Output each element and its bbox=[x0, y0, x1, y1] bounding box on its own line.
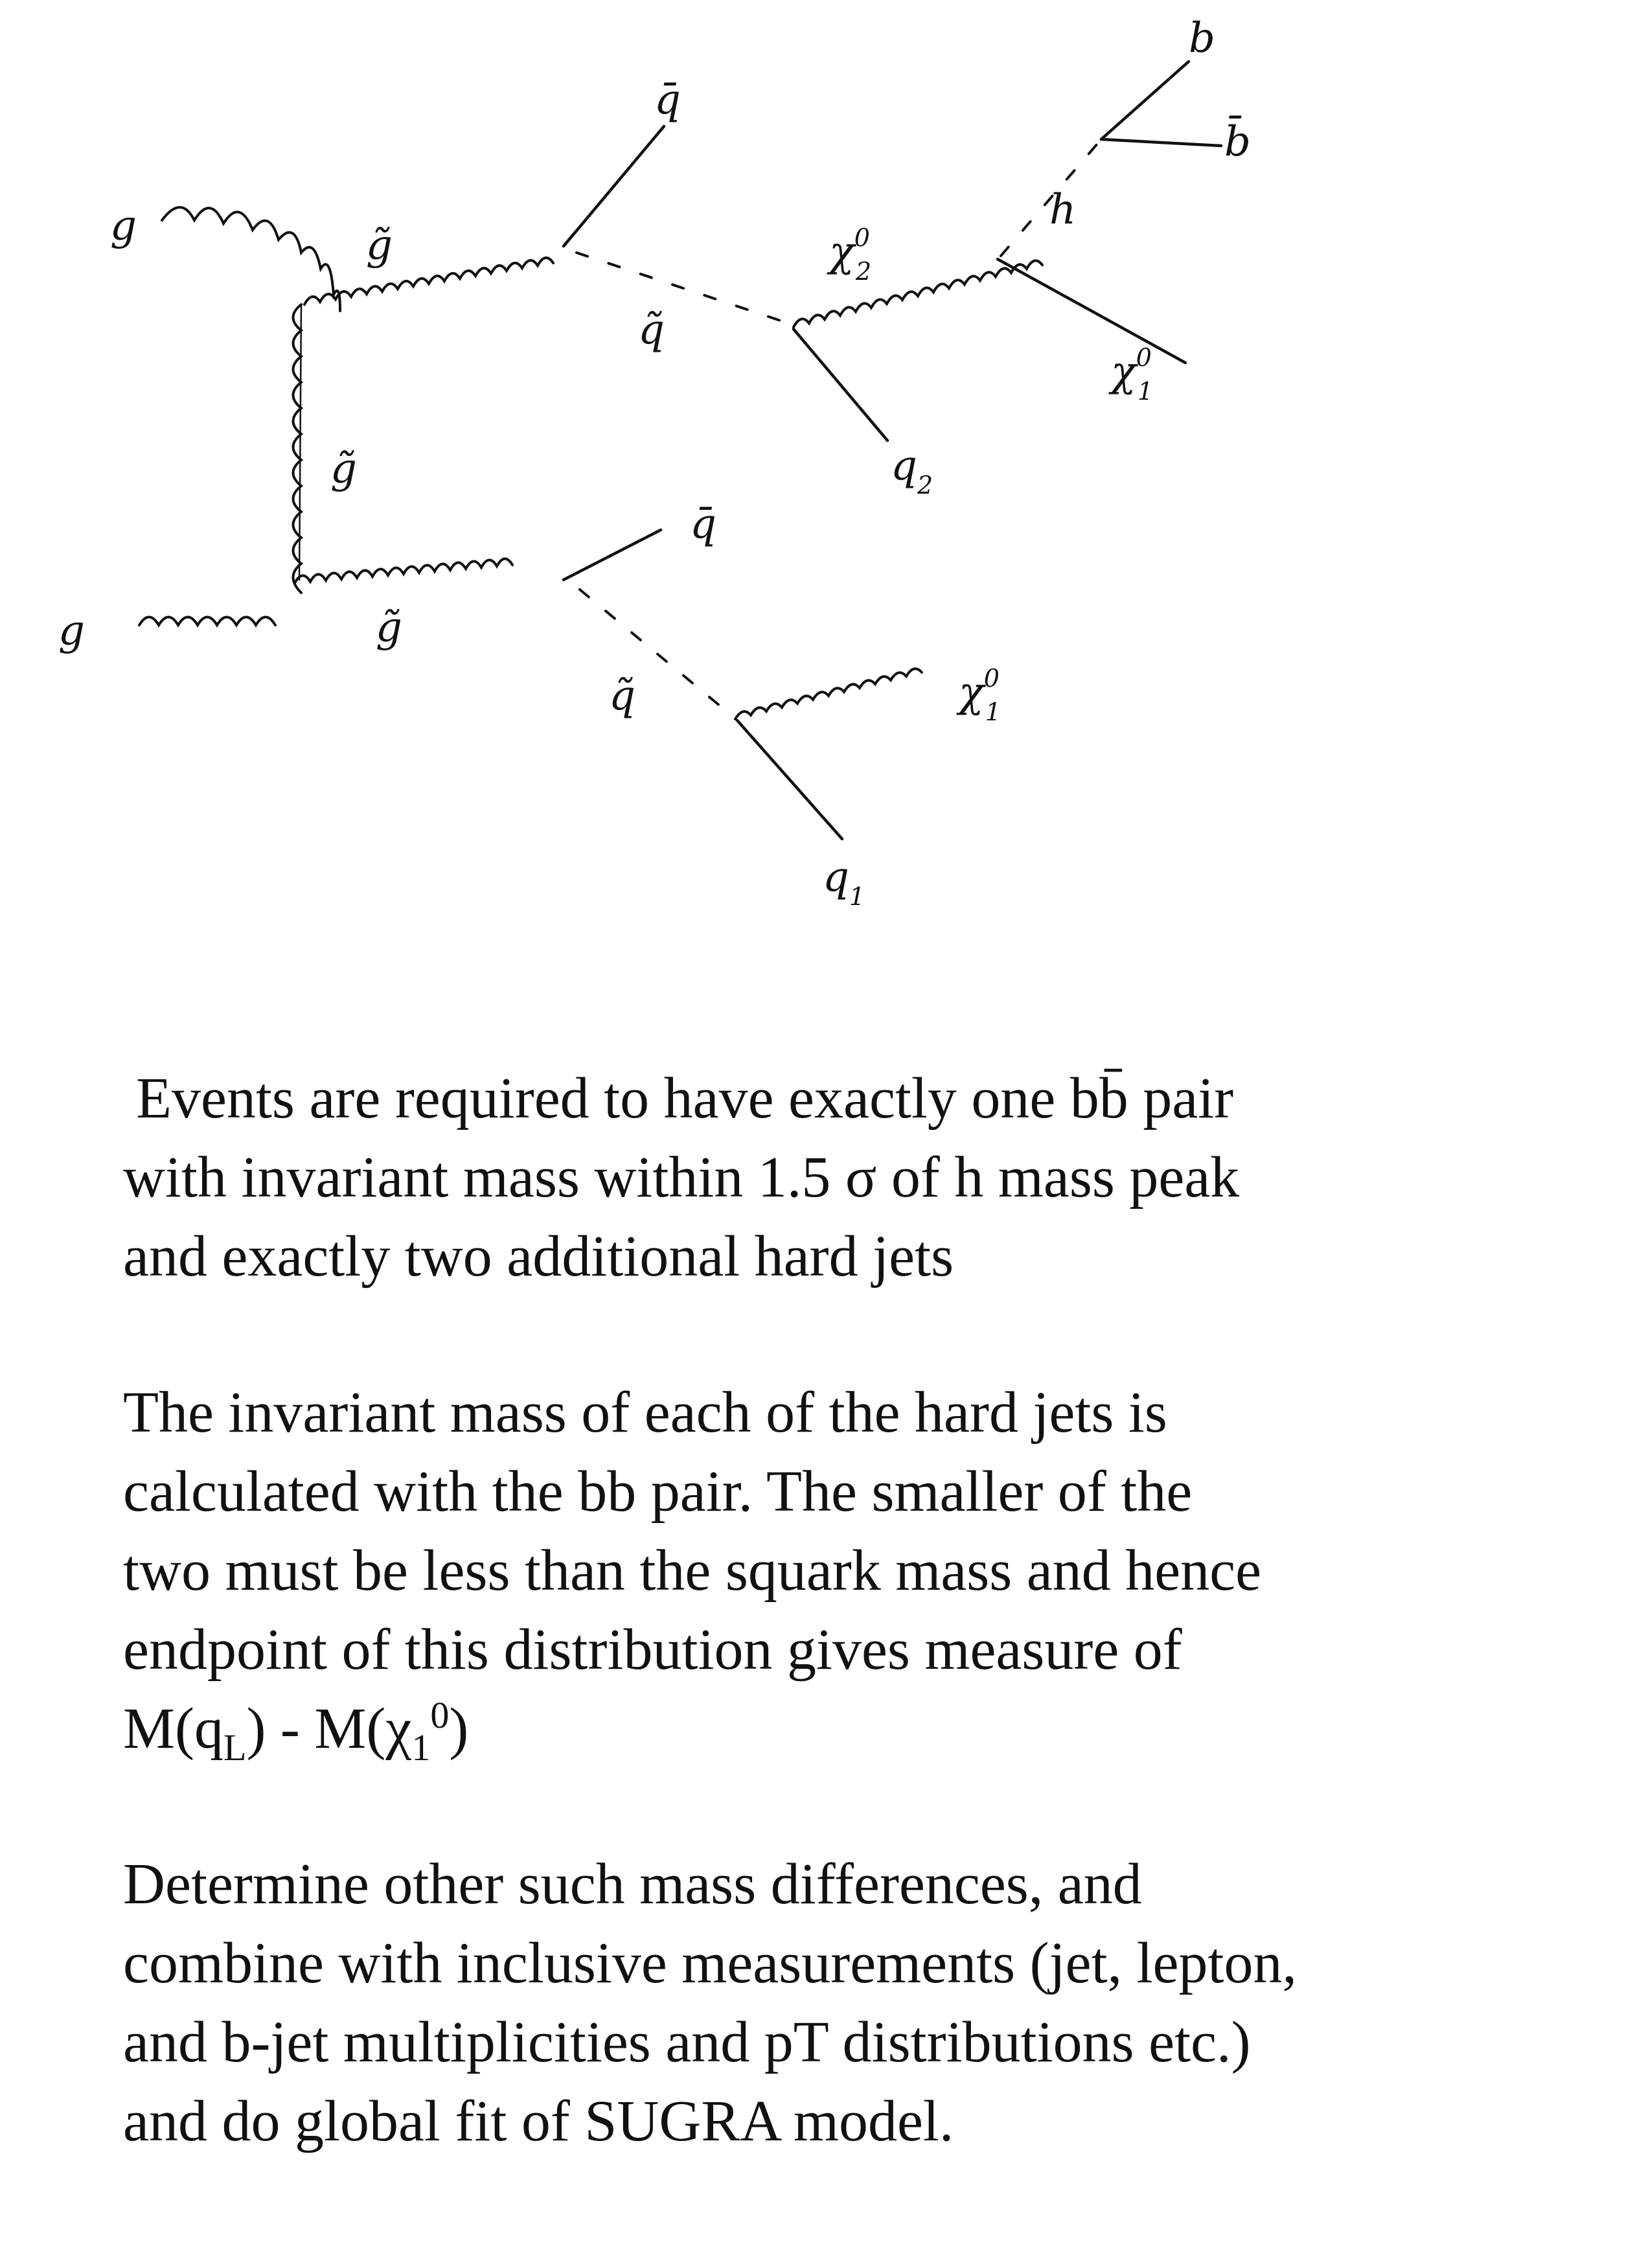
chi1-bottom-line bbox=[735, 669, 922, 719]
para3-line-4: and do global fit of SUGRA model. bbox=[123, 2089, 954, 2153]
label-gluino-exchange: g̃ bbox=[330, 445, 357, 493]
label-squark-bottom: q̃ bbox=[609, 672, 635, 720]
label-chi1-top: $\chi^0$ 1 bbox=[1111, 343, 1154, 406]
squark-top-line bbox=[577, 253, 790, 324]
feynman-diagram bbox=[0, 0, 1646, 972]
para1-line-1: Events are required to have exactly one bb̄ pair bbox=[136, 1066, 1234, 1130]
q2-line bbox=[794, 329, 887, 441]
label-squark-top: q̃ bbox=[638, 306, 665, 354]
para3-line-1: Determine other such mass differences, and bbox=[123, 1852, 1142, 1916]
label-qbar-top: q̄ bbox=[654, 76, 681, 124]
label-qbar-bottom: q̄ bbox=[690, 500, 716, 548]
label-q2: $q_2$ bbox=[891, 442, 933, 499]
paragraph-selection-criteria bbox=[123, 1059, 1239, 1296]
para2-line-4: endpoint of this distribution gives measure of bbox=[123, 1618, 1182, 1682]
bbar-line bbox=[1101, 139, 1221, 146]
label-g-bottom: g bbox=[58, 607, 85, 655]
label-chi1-bottom: $\chi^0$ 1 bbox=[959, 664, 1001, 726]
incoming-gluon-bottom bbox=[139, 617, 275, 626]
paragraph-global-fit bbox=[123, 1845, 1297, 2161]
label-chi2: $\chi^0$ 2 bbox=[829, 223, 872, 286]
gluino-top-line bbox=[304, 258, 553, 304]
qbar-bottom-line bbox=[564, 530, 661, 580]
qbar-top-line bbox=[564, 126, 664, 246]
para1-line-3: and exactly two additional hard jets bbox=[123, 1224, 954, 1289]
para3-line-2: combine with inclusive measurements (jet, lepton, bbox=[123, 1931, 1297, 1995]
label-higgs: h bbox=[1049, 186, 1077, 234]
label-b: b bbox=[1189, 14, 1215, 62]
label-gluino-top: g̃ bbox=[366, 222, 393, 269]
gluino-bottom-line bbox=[295, 558, 512, 583]
label-q1: $q_1$ bbox=[823, 853, 865, 911]
para2-line-3: two must be less than the squark mass and hence bbox=[123, 1539, 1262, 1603]
q1-line bbox=[737, 720, 842, 839]
para3-line-3: and b-jet multiplicities and pT distributions etc.) bbox=[123, 2010, 1251, 2074]
b-line bbox=[1101, 62, 1189, 139]
paragraph-invariant-mass bbox=[123, 1373, 1261, 1769]
para2-line-1: The invariant mass of each of the hard jets is bbox=[123, 1380, 1167, 1445]
mass-difference-formula: $M(q_L) - M(\chi_1^0)$ bbox=[123, 1694, 469, 1769]
chi1-top-line bbox=[998, 259, 1185, 363]
label-g-top: g bbox=[110, 202, 137, 250]
label-gluino-bottom: g̃ bbox=[376, 604, 402, 652]
para1-line-2: with invariant mass within 1.5 σ of h mass peak bbox=[123, 1145, 1240, 1209]
para2-line-2: calculated with the bb pair. The smaller of the bbox=[123, 1460, 1193, 1524]
squark-bottom-line bbox=[580, 590, 732, 716]
label-bbar: b̄ bbox=[1224, 118, 1251, 166]
